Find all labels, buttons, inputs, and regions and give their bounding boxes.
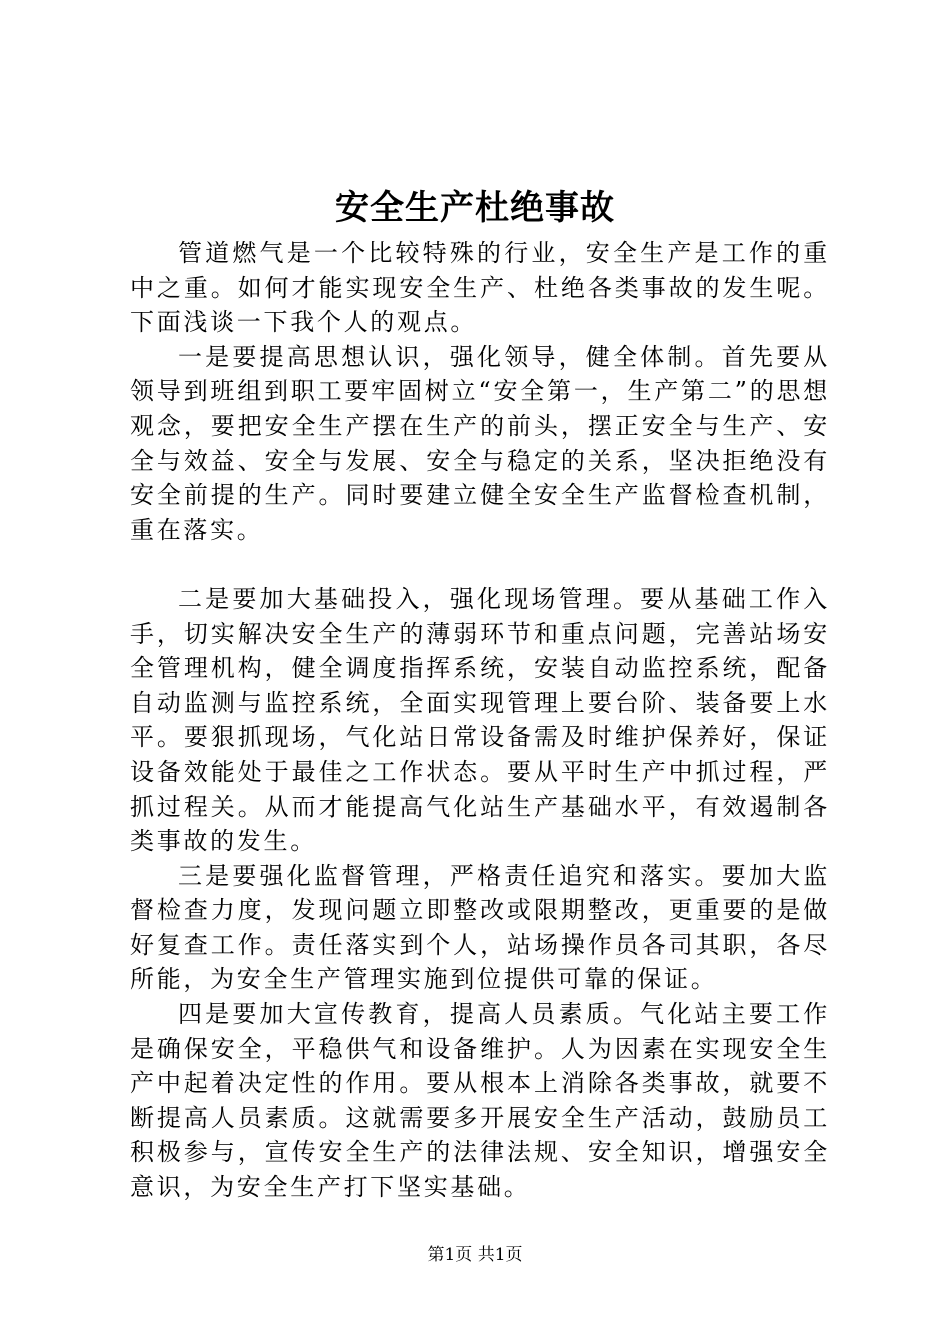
document-title: 安全生产杜绝事故 (335, 188, 615, 228)
paragraph-point-three: 三是要强化监督管理，严格责任追究和落实。要加大监督检查力度，发现问题立即整改或限期整改，更重要的是做好复查工作。责任落实到个人，站场操作员各司其职，各尽所能，为安全生产管理实施到位提供可靠的保证。 (130, 861, 830, 994)
paragraph-point-two: 二是要加大基础投入，强化现场管理。要从基础工作入手，切实解决安全生产的薄弱环节和重点问题，完善站场安全管理机构，健全调度指挥系统，安装自动监控系统，配备自动监测与监控系统，全面实现管理上要台阶、装备要上水平。要狠抓现场，气化站日常设备需及时维护保养好，保证设备效能处于最佳之工作状态。要从平时生产中抓过程，严抓过程关。从而才能提高气化站生产基础水平，有效遏制各类事故的发生。 (130, 584, 830, 856)
paragraph-intro: 管道燃气是一个比较特殊的行业，安全生产是工作的重中之重。如何才能实现安全生产、杜绝各类事故的发生呢。下面浅谈一下我个人的观点。 (130, 239, 830, 337)
paragraph-point-one: 一是要提高思想认识，强化领导，健全体制。首先要从领导到班组到职工要牢固树立“安全第一，生产第二”的思想观念，要把安全生产摆在生产的前头，摆正安全与生产、安全与效益、安全与发展、安全与稳定的关系，坚决拒绝没有安全前提的生产。同时要建立健全安全生产监督检查机制，重在落实。 (130, 342, 830, 544)
document-body (130, 236, 830, 1205)
paragraph-point-four: 四是要加大宣传教育，提高人员素质。气化站主要工作是确保安全，平稳供气和设备维护。人为因素在实现安全生产中起着决定性的作用。要从根本上消除各类事故，就要不断提高人员素质。这就需要多开展安全生产活动，鼓励员工积极参与，宣传安全生产的法律法规、安全知识，增强安全意识，为安全生产打下坚实基础。 (130, 1000, 830, 1202)
page-footer: 第1页 共1页 (427, 1245, 523, 1265)
